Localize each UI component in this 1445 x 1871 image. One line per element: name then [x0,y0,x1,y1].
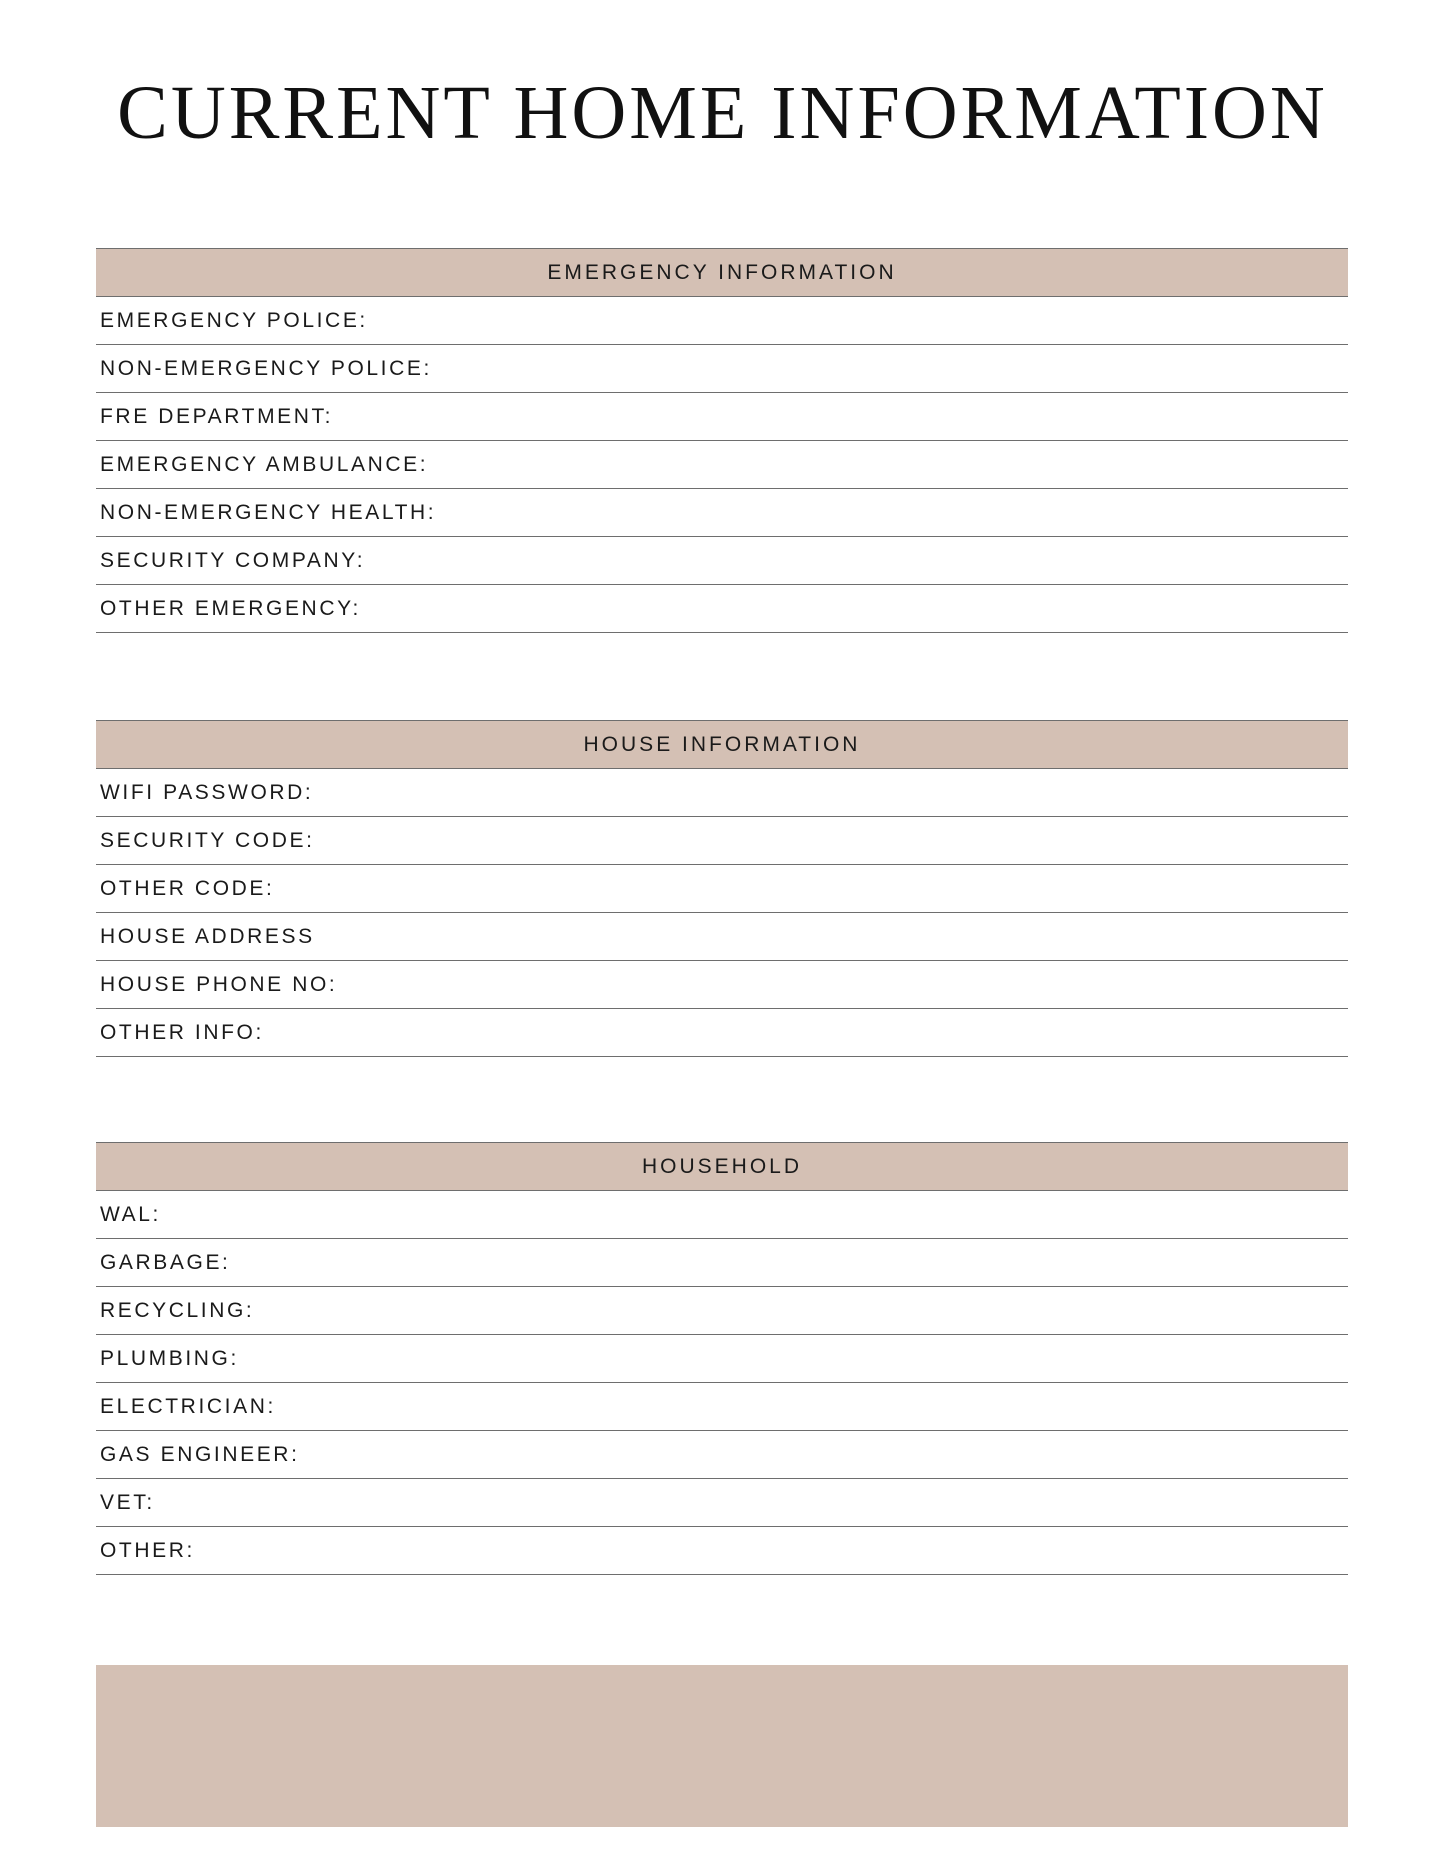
field-row-garbage[interactable]: GARBAGE: [96,1239,1348,1287]
field-row-security-company[interactable]: SECURITY COMPANY: [96,537,1348,585]
field-row-fire-department[interactable]: FRE DEPARTMENT: [96,393,1348,441]
section-header: HOUSE INFORMATION [96,720,1348,769]
field-row-plumbing[interactable]: PLUMBING: [96,1335,1348,1383]
field-row-other[interactable]: OTHER: [96,1527,1348,1575]
household-section [96,1142,1348,1575]
field-row-other-code[interactable]: OTHER CODE: [96,865,1348,913]
emergency-information-section [96,248,1348,633]
field-row-house-phone[interactable]: HOUSE PHONE NO: [96,961,1348,1009]
field-row-recycling[interactable]: RECYCLING: [96,1287,1348,1335]
field-row-other-emergency[interactable]: OTHER EMERGENCY: [96,585,1348,633]
field-row-vet[interactable]: VET: [96,1479,1348,1527]
field-row-wal[interactable]: WAL: [96,1191,1348,1239]
section-header: HOUSEHOLD [96,1142,1348,1191]
field-row-house-address[interactable]: HOUSE ADDRESS [96,913,1348,961]
field-row-emergency-ambulance[interactable]: EMERGENCY AMBULANCE: [96,441,1348,489]
section-header: EMERGENCY INFORMATION [96,248,1348,297]
field-row-electrician[interactable]: ELECTRICIAN: [96,1383,1348,1431]
field-row-emergency-police[interactable]: EMERGENCY POLICE: [96,297,1348,345]
field-row-non-emergency-police[interactable]: NON-EMERGENCY POLICE: [96,345,1348,393]
field-row-non-emergency-health[interactable]: NON-EMERGENCY HEALTH: [96,489,1348,537]
page-title: CURRENT HOME INFORMATION [117,71,1328,155]
notes-box[interactable] [96,1665,1348,1827]
field-row-wifi-password[interactable]: WIFI PASSWORD: [96,769,1348,817]
house-information-section [96,720,1348,1057]
field-row-gas-engineer[interactable]: GAS ENGINEER: [96,1431,1348,1479]
field-row-security-code[interactable]: SECURITY CODE: [96,817,1348,865]
field-row-other-info[interactable]: OTHER INFO: [96,1009,1348,1057]
